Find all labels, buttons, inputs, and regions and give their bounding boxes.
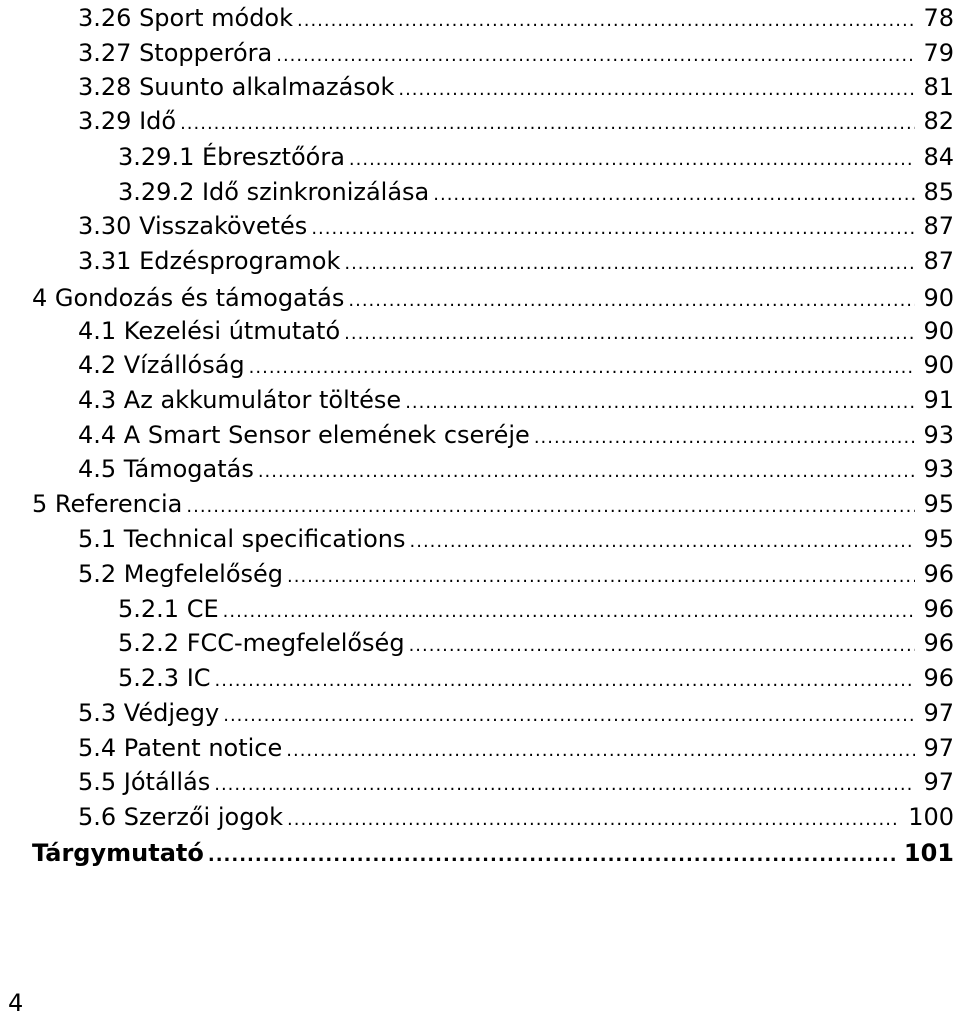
toc-entry-page: 97 (923, 768, 954, 796)
toc-entry[interactable] (78, 765, 954, 799)
toc-entry-page: 95 (923, 525, 954, 553)
toc-dot-leader (311, 212, 915, 246)
toc-dot-leader (344, 317, 915, 351)
toc-entry[interactable] (78, 731, 954, 765)
toc-entry-title: 4 Gondozás és támogatás (32, 284, 345, 312)
toc-entry[interactable] (78, 696, 954, 730)
toc-dot-leader (344, 247, 915, 281)
toc-entry-title: 5.5 Jótállás (78, 768, 211, 796)
toc-entry-title: 3.26 Sport módok (78, 4, 294, 32)
toc-entry-title: 4.5 Támogatás (78, 455, 254, 483)
toc-entry-title: 5.3 Védjegy (78, 699, 220, 727)
toc-dot-leader (287, 560, 915, 594)
toc-entry-title: 3.31 Edzésprogramok (78, 247, 341, 275)
toc-dot-leader (398, 73, 915, 107)
toc-entry-title: 3.27 Stopperóra (78, 39, 273, 67)
toc-entry-title: 3.29 Idő (78, 107, 177, 135)
toc-dot-leader (223, 699, 915, 733)
toc-entry-page: 84 (923, 143, 954, 171)
toc-entry-title: 5.2 Megfelelőség (78, 560, 284, 588)
toc-dot-leader (405, 386, 915, 420)
toc-entry-page: 96 (923, 560, 954, 588)
toc-entry-title: 3.29.1 Ébresztőóra (118, 143, 345, 171)
toc-entry-page: 96 (923, 595, 954, 623)
toc-entry-page: 93 (923, 455, 954, 483)
toc-entry[interactable] (78, 244, 954, 278)
toc-dot-leader (297, 4, 915, 38)
toc-entry-page: 78 (923, 4, 954, 32)
toc-entry[interactable] (32, 281, 954, 315)
toc-entry-page: 96 (923, 629, 954, 657)
toc-entry-title: 5 Referencia (32, 490, 183, 518)
toc-dot-leader (214, 768, 915, 802)
toc-entry[interactable] (78, 104, 954, 138)
toc-dot-leader (223, 595, 916, 629)
toc-entry-title: 5.2.1 CE (118, 595, 219, 623)
toc-entry-page: 87 (923, 247, 954, 275)
toc-entry[interactable] (78, 1, 954, 35)
toc-entry[interactable] (78, 522, 954, 556)
toc-entry-page: 90 (923, 317, 954, 345)
toc-entry[interactable] (78, 209, 954, 243)
toc-entry[interactable] (78, 70, 954, 104)
toc-entry[interactable] (118, 592, 954, 626)
toc-dot-leader (186, 490, 915, 524)
toc-entry-page: 100 (908, 803, 954, 831)
toc-entry[interactable] (78, 348, 954, 382)
toc-entry[interactable] (78, 418, 954, 452)
toc-entry-page: 91 (923, 386, 954, 414)
toc-entry[interactable] (78, 800, 954, 834)
toc-entry[interactable] (32, 836, 954, 870)
toc-entry-page: 95 (923, 490, 954, 518)
toc-entry[interactable] (118, 626, 954, 660)
toc-entry-page: 87 (923, 212, 954, 240)
toc-dot-leader (349, 143, 916, 177)
toc-dot-leader (410, 525, 916, 559)
toc-entry-title: 3.29.2 Idő szinkronizálása (118, 178, 430, 206)
toc-dot-leader (180, 107, 915, 141)
toc-entry-title: 4.3 Az akkumulátor töltése (78, 386, 402, 414)
toc-dot-leader (287, 803, 900, 837)
toc-entry[interactable] (78, 452, 954, 486)
toc-entry-title: 4.2 Vízállóság (78, 351, 245, 379)
toc-entry[interactable] (118, 175, 954, 209)
toc-entry-title: Tárgymutató (32, 839, 204, 867)
page-number: 4 (8, 989, 24, 1017)
toc-dot-leader (249, 351, 916, 385)
toc-entry-page: 85 (923, 178, 954, 206)
toc-entry-title: 5.1 Technical specifications (78, 525, 406, 553)
toc-entry-page: 90 (923, 284, 954, 312)
toc-entry-page: 79 (923, 39, 954, 67)
toc-entry-title: 3.30 Visszakövetés (78, 212, 308, 240)
toc-dot-leader (534, 421, 916, 455)
toc-entry[interactable] (78, 314, 954, 348)
toc-entry[interactable] (78, 557, 954, 591)
toc-entry-title: 4.1 Kezelési útmutató (78, 317, 341, 345)
toc-entry-title: 5.4 Patent notice (78, 734, 283, 762)
toc-dot-leader (258, 455, 916, 489)
toc-entry[interactable] (78, 36, 954, 70)
toc-entry-page: 101 (903, 839, 954, 867)
toc-entry-title: 5.6 Szerzői jogok (78, 803, 284, 831)
toc-entry-page: 96 (923, 664, 954, 692)
toc-entry[interactable] (118, 140, 954, 174)
toc-dot-leader (208, 839, 896, 873)
toc-entry-page: 93 (923, 421, 954, 449)
toc-dot-leader (215, 664, 916, 698)
toc-entry-title: 3.28 Suunto alkalmazások (78, 73, 395, 101)
toc-dot-leader (433, 178, 915, 212)
toc-dot-leader (286, 734, 915, 768)
toc-entry-page: 90 (923, 351, 954, 379)
toc-dot-leader (276, 39, 915, 73)
toc-entry[interactable] (32, 487, 954, 521)
toc-dot-leader (348, 284, 915, 318)
toc-entry-page: 97 (923, 699, 954, 727)
toc-entry[interactable] (78, 383, 954, 417)
toc-entry[interactable] (118, 661, 954, 695)
toc-entry-title: 5.2.3 IC (118, 664, 211, 692)
toc-entry-page: 82 (923, 107, 954, 135)
toc-entry-page: 81 (923, 73, 954, 101)
toc-entry-title: 4.4 A Smart Sensor elemének cseréje (78, 421, 530, 449)
toc-entry-title: 5.2.2 FCC-megfelelőség (118, 629, 405, 657)
toc-dot-leader (409, 629, 916, 663)
toc-entry-page: 97 (923, 734, 954, 762)
